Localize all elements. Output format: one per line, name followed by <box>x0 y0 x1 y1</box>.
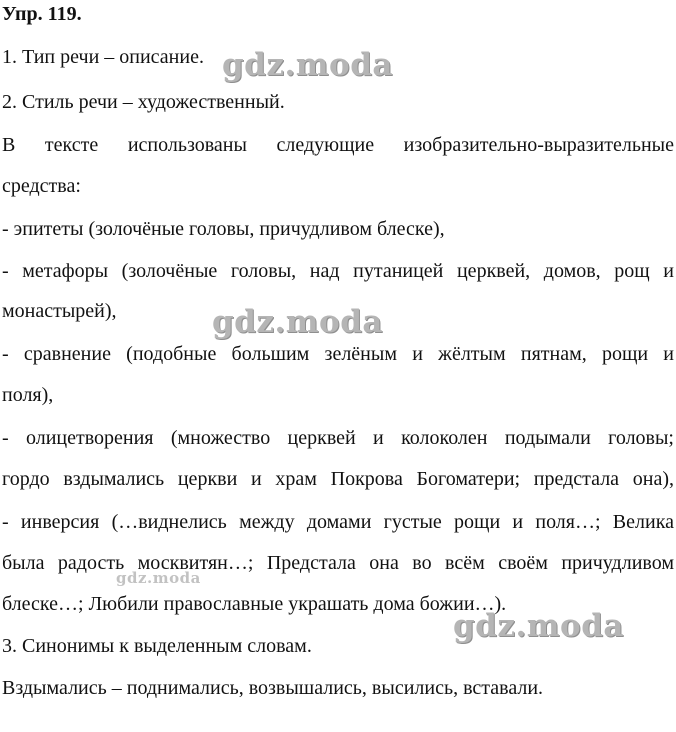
watermark-logo-1: gdz.moda <box>222 47 393 83</box>
text-line-personification-cont: гордо вздымались церкви и храм Покрова Богоматери; предстала она), <box>2 468 674 490</box>
text-line-intro: В тексте использованы следующие изобразительно-выразительные <box>2 134 674 156</box>
text-line-metaphors-cont: монастырей), <box>2 300 117 322</box>
text-line-speech-type: 1. Тип речи – описание. <box>2 46 204 68</box>
text-line-comparison-cont: поля), <box>2 384 54 406</box>
text-line-personification: - олицетворения (множество церквей и колоколен подымали головы; <box>2 427 674 449</box>
text-line-epithets: - эпитеты (золочёные головы, причудливом блеске), <box>2 218 445 240</box>
watermark-logo-2: gdz.moda <box>212 304 383 340</box>
text-line-synonyms: Вздымались – поднимались, возвышались, высились, вставали. <box>2 677 544 699</box>
text-line-synonyms-heading: 3. Синонимы к выделенным словам. <box>2 635 312 657</box>
watermark-logo-3: gdz.moda <box>453 608 624 644</box>
text-line-speech-style: 2. Стиль речи – художественный. <box>2 91 285 113</box>
text-line-inversion: - инверсия (…виднелись между домами густые рощи и поля…; Велика <box>2 511 674 533</box>
watermark-logo-small: gdz.moda <box>116 569 201 587</box>
text-line-inversion-cont-2: блеске…; Любили православные украшать дома божии…). <box>2 593 507 615</box>
text-line-metaphors: - метафоры (золочёные головы, над путаницей церквей, домов, рощ и <box>2 260 674 282</box>
text-line-intro-cont: средства: <box>2 175 81 197</box>
text-line-inversion-cont-1: была радость москвитян…; Предстала она во всём своём причудливом <box>2 552 674 574</box>
text-line-comparison: - сравнение (подобные большим зелёным и жёлтым пятнам, рощи и <box>2 343 674 365</box>
exercise-title: Упр. 119. <box>2 3 82 25</box>
